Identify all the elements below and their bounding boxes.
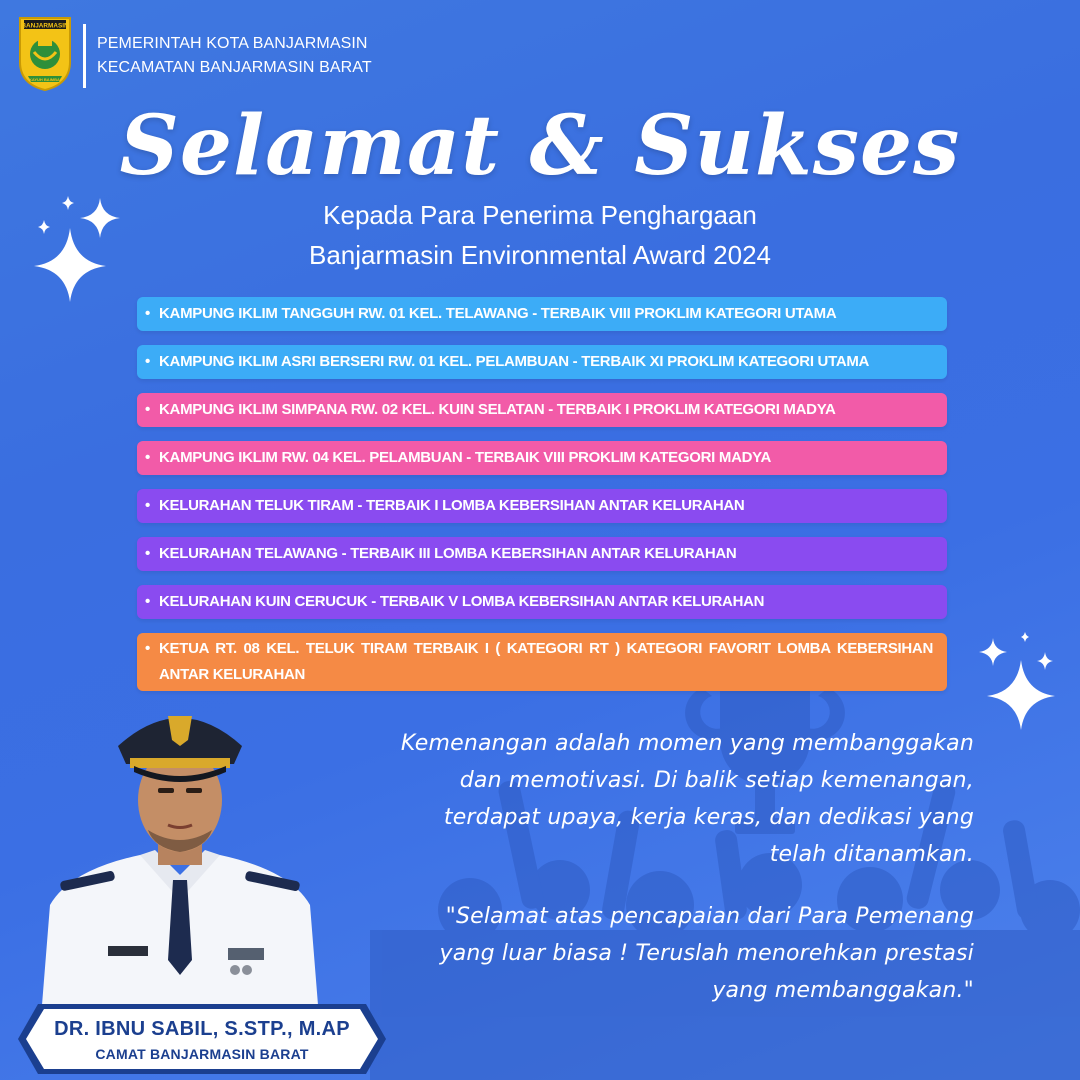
award-item: • KELURAHAN TELUK TIRAM - TERBAIK I LOMBA KEBERSIHAN ANTAR KELURAHAN	[137, 489, 947, 523]
award-item: • KAMPUNG IKLIM RW. 04 KEL. PELAMBUAN - TERBAIK VIII PROKLIM KATEGORI MADYA	[137, 441, 947, 475]
quote-line: telah ditanamkan.	[769, 842, 974, 867]
quote-paragraph-1	[314, 725, 974, 873]
quote-line: Kemenangan adalah momen yang membanggakan	[400, 731, 974, 756]
subtitle-line-1: Kepada Para Penerima Penghargaan	[323, 200, 757, 230]
banjarmasin-emblem-logo	[16, 14, 74, 92]
subtitle-line-2: Banjarmasin Environmental Award 2024	[308, 240, 771, 270]
sparkle-icon	[28, 190, 128, 305]
quote-line: dan memotivasi. Di balik setiap kemenangan,	[459, 768, 974, 793]
district-name: KECAMATAN BANJARMASIN BARAT	[97, 59, 372, 76]
award-item: • KAMPUNG IKLIM ASRI BERSERI RW. 01 KEL. PELAMBUAN - TERBAIK XI PROKLIM KATEGORI UTAMA	[137, 345, 947, 379]
award-list	[137, 297, 949, 705]
quote-paragraph-2	[314, 898, 974, 1009]
quote-line: yang luar biasa ! Teruslah menorehkan prestasi	[439, 941, 974, 966]
award-item: • KETUA RT. 08 KEL. TELUK TIRAM TERBAIK I ( KATEGORI RT ) KATEGORI FAVORIT LOMBA KEBERSIHAN ANTAR KELURAHAN	[137, 633, 947, 691]
government-name: PEMERINTAH KOTA BANJARMASIN	[97, 35, 368, 52]
award-item: • KAMPUNG IKLIM SIMPANA RW. 02 KEL. KUIN SELATAN - TERBAIK I PROKLIM KATEGORI MADYA	[137, 393, 947, 427]
sparkle-icon	[975, 630, 1065, 735]
award-item: • KELURAHAN TELAWANG - TERBAIK III LOMBA KEBERSIHAN ANTAR KELURAHAN	[137, 537, 947, 571]
quote-line: "Selamat atas pencapaian dari Para Pemenang	[445, 904, 974, 929]
svg-text:BANJARMASIN: BANJARMASIN	[21, 22, 69, 30]
award-item: • KAMPUNG IKLIM TANGGUH RW. 01 KEL. TELAWANG - TERBAIK VIII PROKLIM KATEGORI UTAMA	[137, 297, 947, 331]
official-portrait	[30, 700, 330, 1030]
svg-text:KAYUH BAIMBAI: KAYUH BAIMBAI	[28, 77, 62, 82]
official-nameplate	[18, 1004, 386, 1074]
header-text	[97, 32, 372, 80]
header-divider	[83, 24, 86, 88]
quote-line: terdapat upaya, kerja keras, dan dedikasi yang	[443, 805, 974, 830]
official-name: DR. IBNU SABIL, S.STP., M.AP	[54, 1018, 350, 1040]
official-title: CAMAT BANJARMASIN BARAT	[95, 1046, 309, 1062]
quote-line: yang membanggakan."	[712, 978, 974, 1003]
page-title: Selamat & Sukses	[119, 98, 961, 194]
award-item: • KELURAHAN KUIN CERUCUK - TERBAIK V LOMBA KEBERSIHAN ANTAR KELURAHAN	[137, 585, 947, 619]
